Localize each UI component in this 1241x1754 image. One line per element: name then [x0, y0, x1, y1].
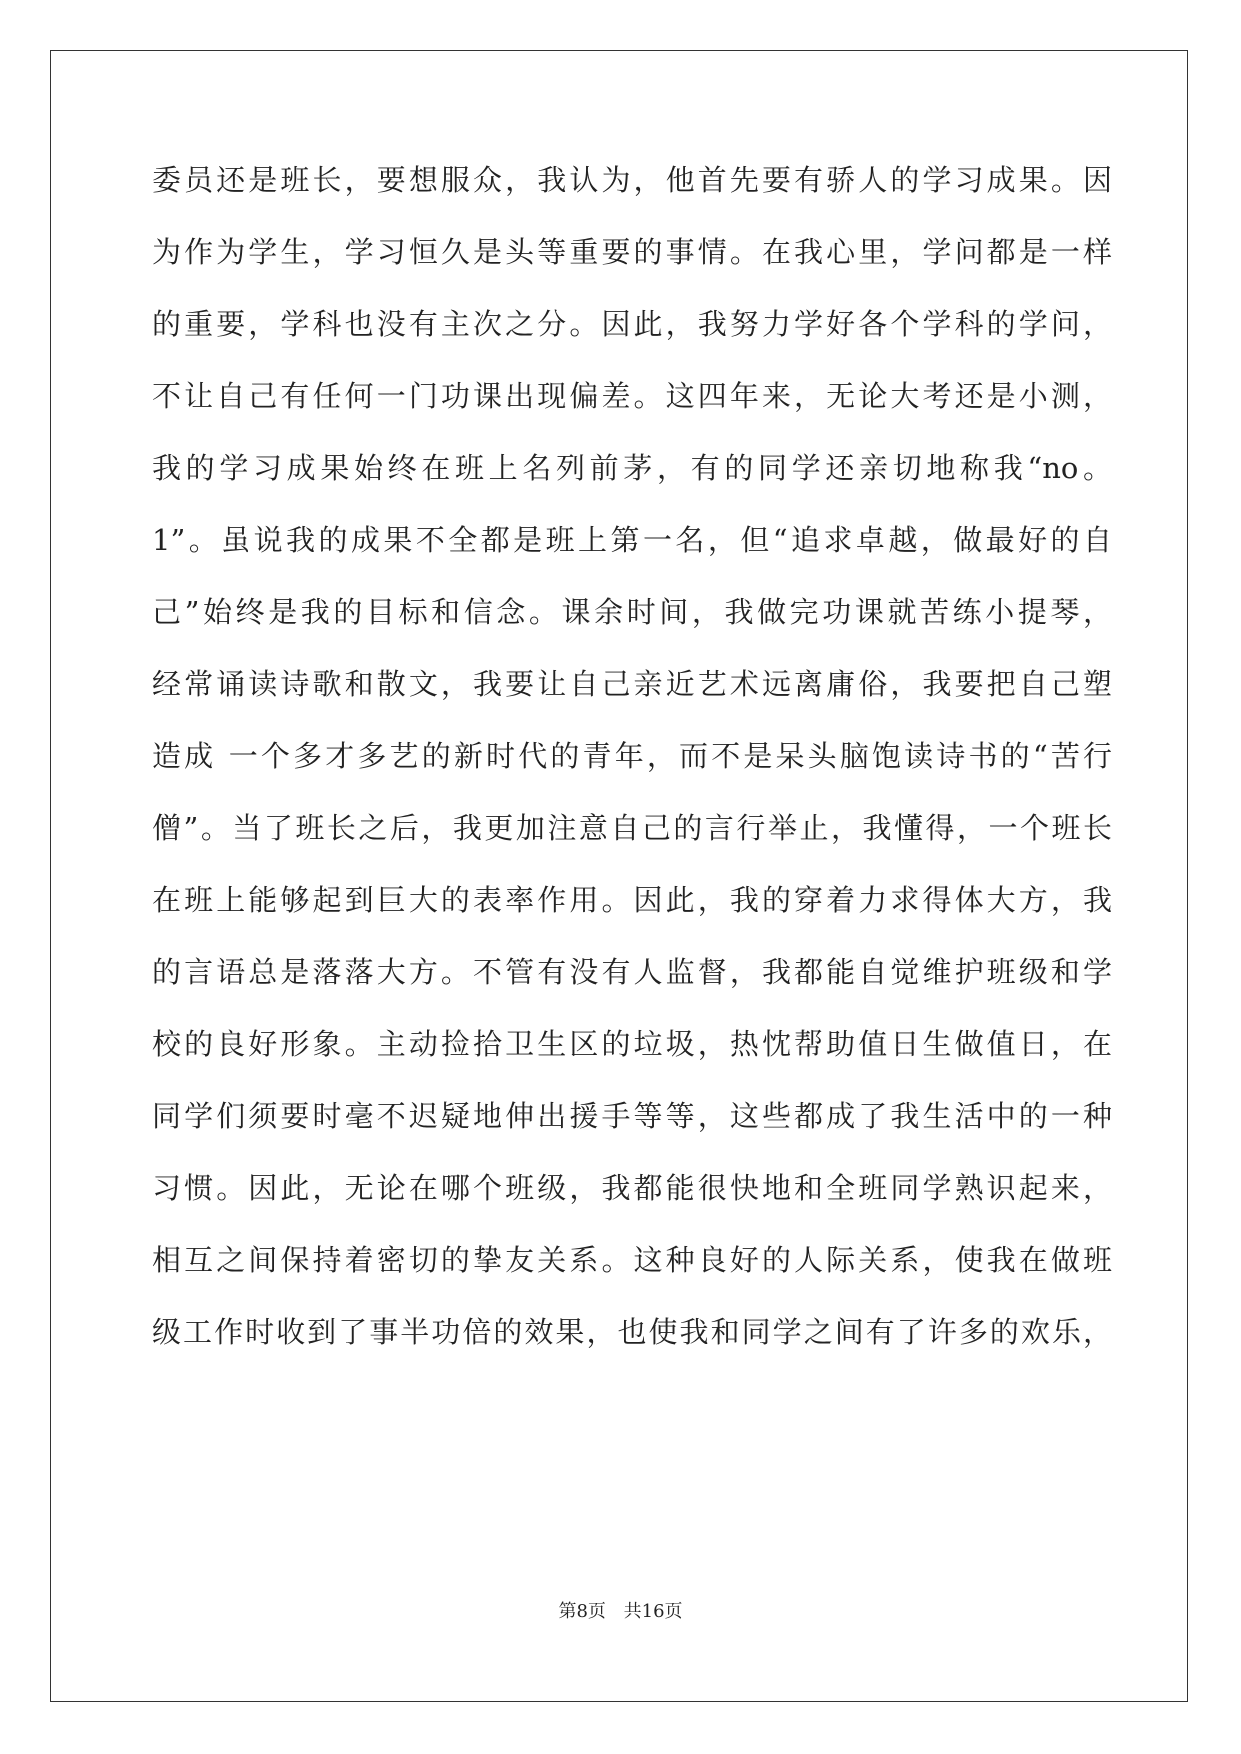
- text-line: 同学们须要时毫不迟疑地伸出援手等等，这些都成了我生活中的一种: [152, 1099, 1112, 1133]
- page-border: [50, 50, 1188, 1702]
- text-line: 我的学习成果始终在班上名列前茅，有的同学还亲切地称我“no。: [152, 451, 1112, 485]
- text-line: 经常诵读诗歌和散文，我要让自己亲近艺术远离庸俗，我要把自己塑: [152, 667, 1112, 701]
- text-line: 己”始终是我的目标和信念。课余时间，我做完功课就苦练小提琴，: [152, 595, 1112, 629]
- text-line: 僧”。当了班长之后，我更加注意自己的言行举止，我懂得，一个班长: [152, 811, 1112, 845]
- text-line: 的言语总是落落大方。不管有没有人监督，我都能自觉维护班级和学: [152, 955, 1112, 989]
- text-line: 校的良好形象。主动捡拾卫生区的垃圾，热忱帮助值日生做值日，在: [152, 1027, 1112, 1061]
- text-line: 委员还是班长，要想服众，我认为，他首先要有骄人的学习成果。因: [152, 163, 1112, 197]
- text-line: 的重要，学科也没有主次之分。因此，我努力学好各个学科的学问，: [152, 307, 1112, 341]
- text-line: 习惯。因此，无论在哪个班级，我都能很快地和全班同学熟识起来，: [152, 1171, 1112, 1205]
- text-line: 级工作时收到了事半功倍的效果，也使我和同学之间有了许多的欢乐，: [152, 1315, 1112, 1349]
- text-line: 造成 一个多才多艺的新时代的青年，而不是呆头脑饱读诗书的“苦行: [152, 739, 1112, 773]
- page-number: 第8页: [558, 1601, 606, 1622]
- text-line: 在班上能够起到巨大的表率作用。因此，我的穿着力求得体大方，我: [152, 883, 1112, 917]
- page-footer: [0, 1600, 1241, 1624]
- page-total: 共16页: [623, 1601, 683, 1622]
- text-line: 1”。虽说我的成果不全都是班上第一名，但“追求卓越，做最好的自: [152, 523, 1112, 557]
- text-line: 相互之间保持着密切的挚友关系。这种良好的人际关系，使我在做班: [152, 1243, 1112, 1277]
- text-line: 为作为学生，学习恒久是头等重要的事情。在我心里，学问都是一样: [152, 235, 1112, 269]
- text-line: 不让自己有任何一门功课出现偏差。这四年来，无论大考还是小测，: [152, 379, 1112, 413]
